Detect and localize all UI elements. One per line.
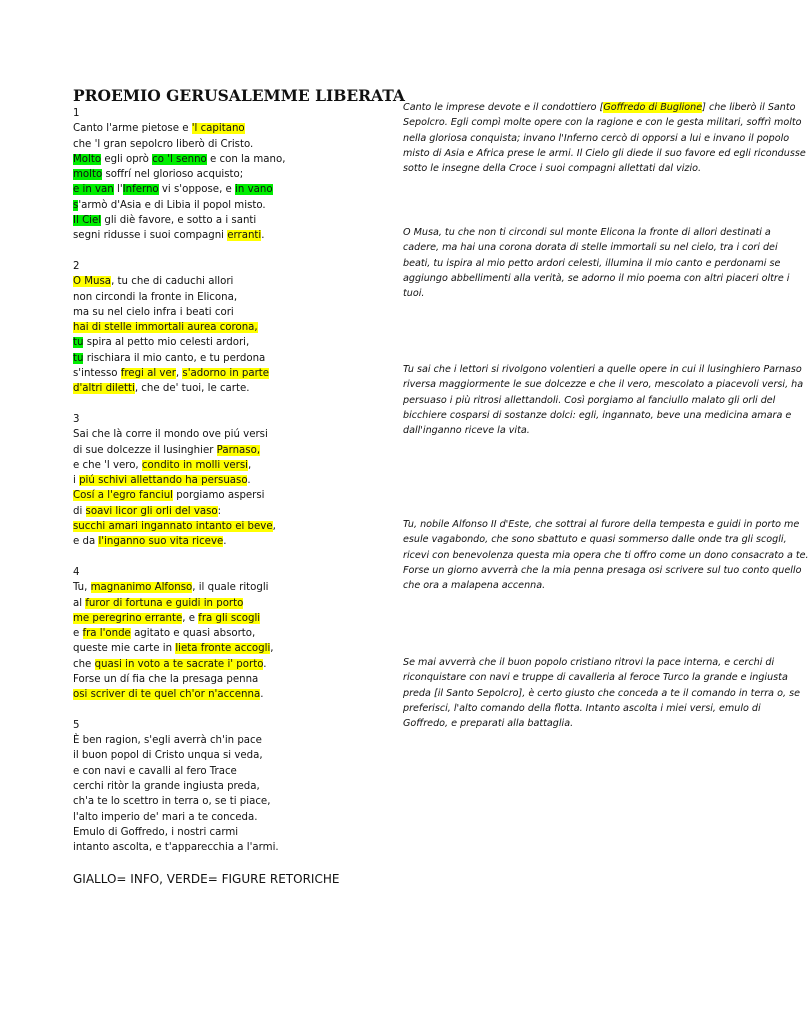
text-segment: dall'inganno riceve la vita. (403, 425, 530, 437)
text-segment: vi s'oppose, e (158, 184, 236, 196)
info-highlight: erranti (227, 230, 262, 242)
paraphrase-text (403, 655, 800, 731)
verse-line (73, 779, 373, 794)
text-segment: Emulo di Goffredo, i nostri carmi (73, 826, 239, 838)
verse-line (73, 167, 373, 182)
text-segment: porgiamo aspersi (173, 490, 265, 502)
verse-line (73, 443, 373, 458)
paraphrase-line (403, 286, 768, 301)
verse-line (73, 580, 373, 595)
text-segment: e da (73, 536, 99, 548)
paraphrase-line (403, 377, 804, 392)
paraphrase-line (403, 716, 768, 731)
text-segment: tuoi. (403, 288, 425, 300)
verse-line (73, 427, 373, 442)
paraphrase-block (403, 362, 804, 438)
info-highlight: furor di fortuna e guidi in porto (85, 597, 244, 609)
text-segment: Forse un giorno avverrà che la mia penna presaga osi scrivere sul tuo conto quello (403, 564, 802, 576)
verse-line (73, 519, 373, 534)
text-segment: Goffredo, e preparati alla battaglia. (403, 718, 574, 730)
verse-line (73, 641, 373, 656)
text-segment: . (247, 475, 251, 487)
info-highlight: condito in molli versi (141, 459, 249, 471)
verse-line (73, 733, 373, 748)
verse-line (73, 794, 373, 809)
figure-highlight: in vano (235, 184, 273, 196)
stanza (73, 565, 373, 703)
text-segment: Canto le imprese devote e il condottiero [ (403, 102, 604, 113)
stanza-number: 3 (73, 413, 80, 425)
verse-line (73, 351, 373, 366)
text-segment: Forse un dí fia che la presaga penna (73, 673, 259, 685)
paraphrase-block (403, 225, 790, 301)
verse-line (73, 274, 373, 289)
paraphrase-block (403, 655, 800, 731)
verse-line (73, 290, 373, 305)
paraphrase-line (403, 240, 778, 255)
text-segment: che 'l gran sepolcro liberò di Cristo. (73, 138, 254, 150)
stanza-number: 4 (73, 566, 80, 578)
text-segment: cerchi ritòr la grande ingiusta preda, (73, 781, 260, 793)
verse-line (73, 825, 373, 840)
document-title: PROEMIO GERUSALEMME LIBERATA (73, 86, 405, 105)
text-segment: e con navi e cavalli al fero Trace (73, 765, 237, 777)
verse-line (73, 473, 373, 488)
paraphrase-text (403, 362, 804, 438)
text-segment: esule vagabondo, che sono sbattuto e quasi sommerso dalle onde tra gli scogli, (403, 534, 787, 546)
text-segment: al (73, 597, 86, 609)
info-highlight: O Musa (73, 276, 112, 288)
paraphrase-line (403, 548, 809, 563)
text-segment: . (261, 230, 265, 242)
stanza (73, 106, 373, 244)
text-segment: Sai che là corre il mondo ove piú versi (73, 429, 268, 441)
text-segment: Sepolcro. Egli compì molte opere con la ragione e con le gesta militari, soffrì molto (403, 117, 802, 129)
text-segment: aggiungo abbellimenti alla verità, se adorno il mio poema con altri piaceri oltre i (403, 272, 790, 284)
text-segment: gli diè favore, e sotto a i santi (101, 215, 257, 227)
text-segment: e con la mano, (206, 153, 286, 165)
paraphrase-line (403, 532, 787, 547)
text-segment: agitato e quasi absorto, (130, 628, 256, 640)
verse-line (73, 335, 373, 350)
figure-highlight: co 'l senno (152, 153, 207, 165)
verse-line (73, 305, 373, 320)
info-highlight: l'inganno suo vita riceve (98, 536, 224, 548)
info-highlight: d'altri diletti (73, 383, 135, 395)
verse-line (73, 366, 373, 381)
text-segment: 'armò d'Asia e di Libia il popol misto. (78, 199, 266, 211)
text-segment: sotto le insegne della Croce i suoi compagni allettati dal vizio. (403, 163, 702, 175)
text-segment: : (217, 505, 222, 517)
figure-highlight: s (73, 199, 79, 211)
verse-line (73, 748, 373, 763)
verse-line (73, 488, 373, 503)
info-highlight: me peregrino errante (73, 612, 183, 624)
text-segment: ma su nel cielo infra i beati cori (73, 306, 234, 318)
text-segment: riversa maggiormente le sue dolcezze e che il vero, mescolato a piacevoli versi, ha (403, 379, 804, 391)
info-highlight: succhi amari ingannato intanto ei beve (73, 521, 273, 533)
verse-line (73, 672, 373, 687)
text-segment: . (263, 658, 267, 670)
paraphrase-line (403, 563, 802, 578)
text-segment: preferisci, l'alto comando della flotta. Intanto ascolta i miei versi, emulo di (403, 702, 761, 714)
text-segment: di sue dolcezze il lusinghier (73, 444, 217, 456)
info-highlight: Goffredo di Buglione (603, 102, 703, 113)
text-segment: È ben ragion, s'egli averrà ch'in pace (73, 735, 262, 747)
text-segment: cadere, ma hai una corona dorata di stelle immortali su nel cielo, tra i cori dei (403, 242, 778, 254)
text-segment: . (260, 689, 264, 701)
paraphrase-line (403, 408, 792, 423)
paraphrase-line (403, 423, 768, 438)
verse-line (73, 504, 373, 519)
text-segment: segni ridusse i suoi compagni (73, 230, 228, 242)
stanza (73, 259, 373, 397)
text-segment: non circondi la fronte in Elicona, (73, 291, 238, 303)
paraphrase-line (403, 578, 768, 593)
info-highlight: Cosí a l'egro fanciul (73, 490, 174, 502)
info-highlight: fregi al ver (120, 368, 176, 380)
stanza-number: 5 (73, 719, 80, 731)
text-segment: i (73, 475, 80, 487)
text-segment: preda [il Santo Sepolcro], è certo giusto che conceda a te il comando in terra o, se (403, 687, 800, 699)
text-segment: Tu, (73, 582, 91, 594)
text-segment: di (73, 505, 86, 517)
poem-column (73, 106, 373, 871)
verse-line (73, 458, 373, 473)
figure-highlight: molto (73, 169, 103, 181)
verse-line (73, 182, 373, 197)
verse-line (73, 213, 373, 228)
text-segment: ] che liberò il Santo (702, 102, 796, 113)
text-segment: misto di Asia e Africa prese le armi. Il Cielo gli diede il suo favore ed egli ricondusse (403, 147, 806, 159)
text-segment: ricevi con benevolenza questa mia opera che ti offro come un dono consacrato a te. (403, 549, 809, 561)
text-segment: , il quale ritogli (192, 582, 269, 594)
text-segment: s'intesso (73, 368, 121, 380)
highlight-legend: GIALLO= INFO, VERDE= FIGURE RETORICHE (73, 872, 340, 886)
verse-line (73, 657, 373, 672)
verse-line (73, 687, 373, 702)
text-segment: , che de' tuoi, le carte. (134, 383, 250, 395)
stanza (73, 412, 373, 550)
paraphrase-block (403, 517, 809, 593)
info-highlight: 'l capitano (191, 123, 245, 135)
text-segment: , (272, 521, 276, 533)
text-segment: ch'a te lo scettro in terra o, se ti piace, (73, 796, 271, 808)
info-highlight: s'adorno in parte (182, 368, 270, 380)
text-segment: il buon popol di Cristo unqua si veda, (73, 750, 263, 762)
text-segment: e che 'l vero, (73, 459, 142, 471)
info-highlight: lieta fronte accogli (175, 643, 271, 655)
text-segment: e (73, 628, 83, 640)
paraphrase-line (403, 161, 768, 176)
figure-highlight: Il Ciel (73, 215, 102, 227)
paraphrase-text (403, 225, 790, 301)
text-segment: egli oprò (101, 153, 153, 165)
verse-line (73, 626, 373, 641)
text-segment: rischiara il mio canto, e tu perdona (83, 352, 266, 364)
info-highlight: soavi licor gli orli del vaso (85, 505, 218, 517)
verse-line (73, 764, 373, 779)
text-segment: Se mai avverrà che il buon popolo cristiano ritrovi la pace interna, e cerchi di (403, 657, 775, 668)
figure-highlight: Inferno (122, 184, 159, 196)
paraphrase-line (403, 131, 790, 146)
paraphrase-line (403, 256, 781, 271)
text-segment: Tu, nobile Alfonso II d'Este, che sottrai al furore della tempesta e guidi in porto me (403, 519, 800, 530)
paraphrase-text (403, 100, 806, 176)
text-segment: , (175, 368, 183, 380)
figure-highlight: e in van (73, 184, 114, 196)
verse-line (73, 611, 373, 626)
verse-line (73, 228, 373, 243)
info-highlight: fra l'onde (82, 628, 131, 640)
text-segment: che ora a malapena accenna. (403, 580, 546, 592)
stanza-number: 2 (73, 260, 80, 272)
paraphrase-line (403, 115, 802, 130)
text-segment: intanto ascolta, e t'apparecchia a l'armi. (73, 842, 279, 854)
verse-line (73, 840, 373, 855)
info-highlight: piú schivi allettando ha persuaso (79, 475, 248, 487)
text-segment: spira al petto mio celesti ardori, (83, 337, 250, 349)
text-segment: beati, tu ispira al mio petto ardori celesti, illumina il mio canto e perdonami se (403, 257, 781, 269)
verse-line (73, 381, 373, 396)
info-highlight: quasi in voto a te sacrate i' porto (94, 658, 264, 670)
text-segment: soffrí nel glorioso acquisto; (102, 169, 244, 181)
figure-highlight: tu (73, 337, 84, 349)
info-highlight: hai di stelle immortali aurea corona, (73, 322, 258, 334)
verse-line (73, 596, 373, 611)
verse-line (73, 320, 373, 335)
stanza (73, 718, 373, 856)
paraphrase-line (403, 517, 800, 532)
text-segment: , e (182, 612, 199, 624)
paraphrase-line (403, 393, 776, 408)
text-segment: Canto l'arme pietose e (73, 123, 192, 135)
text-segment: nella gloriosa conquista; invano l'Inferno cercò di opporsi a lui e invano il popolo (403, 132, 790, 144)
text-segment: . (223, 536, 227, 548)
text-segment: , (248, 459, 252, 471)
text-segment: Tu sai che i lettori si rivolgono volentieri a quelle opere in cui il lusinghiero Parnaso (403, 364, 802, 375)
info-highlight: fra gli scogli (198, 612, 261, 624)
paraphrase-line (403, 701, 768, 716)
text-segment: , (270, 643, 274, 655)
info-highlight: magnanimo Alfonso (90, 582, 193, 594)
paraphrase-line (403, 670, 788, 685)
paraphrase-line (403, 271, 790, 286)
text-segment: queste mie carte in (73, 643, 176, 655)
text-segment: l' (113, 184, 123, 196)
text-segment: riconquistare con navi e truppe di cavalleria al feroce Turco la grande e ingiusta (403, 672, 788, 684)
text-segment: , tu che di caduchi allori (111, 276, 234, 288)
text-segment: che (73, 658, 95, 670)
paraphrase-line (403, 100, 796, 115)
paraphrase-text (403, 517, 809, 593)
text-segment: O Musa, tu che non ti circondi sul monte Elicona la fronte di allori destinati a (403, 227, 771, 238)
paraphrase-line (403, 225, 771, 240)
paraphrase-line (403, 655, 775, 670)
verse-line (73, 152, 373, 167)
text-segment: l'alto imperio de' mari a te conceda. (73, 811, 258, 823)
figure-highlight: tu (73, 352, 84, 364)
info-highlight: osi scriver di te quel ch'or n'accenna (73, 689, 261, 701)
verse-line (73, 137, 373, 152)
verse-line (73, 198, 373, 213)
paraphrase-line (403, 686, 800, 701)
text-segment: persuaso i più ritrosi allettandoli. Così porgiamo al fanciullo malato gli orli del (403, 394, 776, 406)
info-highlight: Parnaso, (216, 444, 261, 456)
text-segment: bicchiere cosparsi di sostanze dolci: egli, ingannato, beve una medicina amara e (403, 409, 792, 421)
stanza-number: 1 (73, 108, 80, 119)
paraphrase-line (403, 362, 802, 377)
paraphrase-line (403, 146, 806, 161)
figure-highlight: Molto (73, 153, 102, 165)
verse-line (73, 810, 373, 825)
paraphrase-block (403, 100, 806, 176)
verse-line (73, 121, 373, 136)
verse-line (73, 534, 373, 549)
